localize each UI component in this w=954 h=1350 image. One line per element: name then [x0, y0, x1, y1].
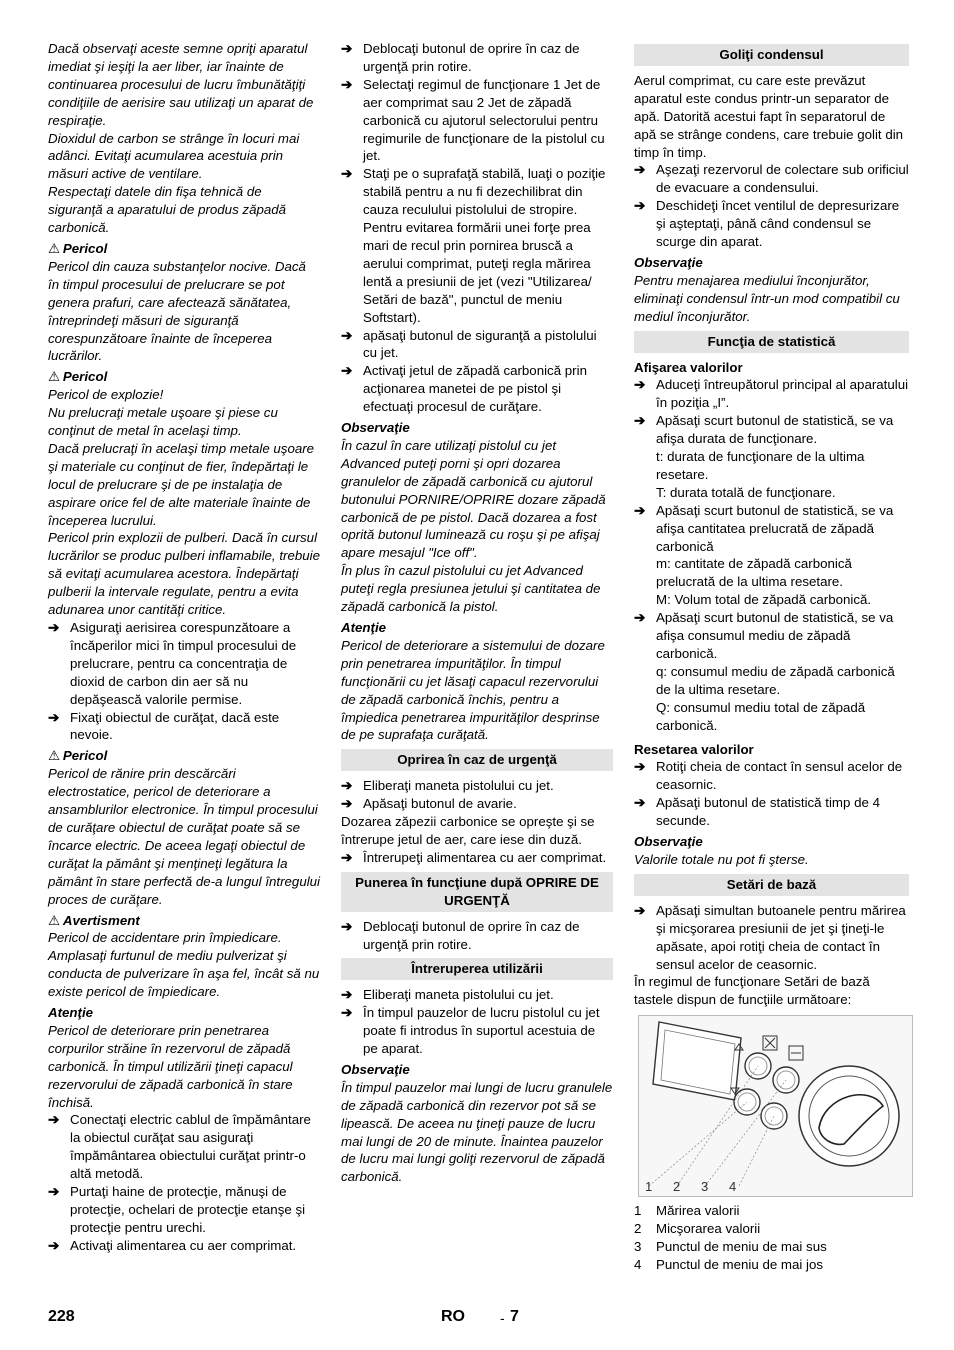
figure-callout-numbers: [645, 1178, 757, 1196]
warning-text: Pericol de rănire prin descărcări electrostatice, pericol de deteriorare a ansamblurilor electronice. În timpul procesului de curăţare obiectul de curăţat poate să se încarce electric. De aceea legaţi obiectul de curăţat la pământ şi menţineţi legătura la pământ în stare perfectă de-a lungul întregului proces de curăţare.: [48, 766, 321, 907]
body-paragraph: În regimul de funcţionare Setări de bază tastele dispun de funcţiile următoare:: [634, 974, 870, 1008]
step-item: ➔ Rotiţi cheia de contact în sensul acelor de ceasornic.: [634, 759, 903, 793]
arrow-icon: ➔: [48, 1112, 60, 1128]
section-heading-emergency-stop: Oprirea în caz de urgenţă: [341, 749, 613, 771]
callout-4: 4: [729, 1179, 737, 1195]
callout-2: 2: [673, 1179, 681, 1195]
control-panel-illustration: [639, 1016, 912, 1196]
arrow-icon: ➔: [634, 162, 646, 178]
step-item: ➔ Aşezaţi rezervorul de colectare sub orificiul de evacuare a condensului.: [634, 162, 909, 196]
step-item: ➔ Apăsaţi scurt butonul de statistică, se va afişa durata de funcţionare.: [634, 413, 894, 447]
arrow-icon: ➔: [48, 620, 60, 635]
note-heading: Observaţie: [341, 1061, 410, 1077]
arrow-icon: ➔: [48, 1184, 60, 1200]
arrow-icon: ➔: [341, 1005, 353, 1021]
step-note: t: durata de funcţionare de la ultima resetare.: [656, 449, 865, 482]
section-heading-condensate: Goliţi condensul: [634, 44, 909, 66]
arrow-icon: ➔: [341, 41, 353, 56]
warning-text: Pericol prin explozii de pulberi. Dacă în cursul lucrărilor se produc pulberi inflamabile, trebuie să evitaţi acumularea acestora. Îndepărtaţi pulberii la intervale regulate, pentru a evita adunarea unor cantităţi critice.: [48, 530, 320, 618]
step-item: ➔ Eliberaţi maneta pistolului cu jet.: [341, 987, 554, 1003]
arrow-icon: ➔: [634, 413, 646, 429]
arrow-icon: ➔: [341, 166, 353, 182]
arrow-icon: ➔: [634, 795, 646, 811]
warning-heading: ⚠ Pericol: [48, 369, 108, 385]
legend-item: 1 Mărirea valorii: [634, 1203, 740, 1219]
step-item: ➔ Apăsaţi simultan butoanele pentru mărirea şi micşorarea presiunii de jet şi ţineţi-le apăsate, apoi rotiţi cheia de contact în sensul acelor de ceasornic.: [634, 902, 906, 972]
arrow-icon: ➔: [634, 759, 646, 775]
step-item: ➔ Asiguraţi aerisirea corespunzătoare a încăperilor mici în timpul procesului de prelucrare, pentru ca concentraţia de dioxid de carbon din aer să nu depăşească valorile permise.: [48, 620, 297, 707]
warning-text: Pericol de explozie!: [48, 387, 164, 403]
section-page-number: 7: [510, 1308, 519, 1325]
attention-text: Pericol de deteriorare prin penetrarea corpurilor străine în rezervorul de zăpadă carbonică. În timpul utilizării ţineţi capacul rezervorului de zăpadă carbonică în stare închisă.: [48, 1022, 293, 1110]
column-3: [634, 40, 909, 1274]
step-item: ➔ Apăsaţi butonul de statistică timp de 4 secunde.: [634, 795, 880, 829]
step-item: ➔ Staţi pe o suprafaţă stabilă, luaţi o poziţie stabilă pentru a nu fi dezechilibrat din cauza reculului pistolului de stropire.: [341, 166, 606, 218]
attention-heading: Atenţie: [341, 620, 387, 635]
step-note: m: cantitate de zăpadă carbonică prelucrată de la ultima resetare.: [656, 556, 852, 590]
column-1: [48, 40, 320, 1255]
step-item: ➔ Fixaţi obiectul de curăţat, dacă este nevoie.: [48, 709, 280, 743]
step-item: ➔ Deschideţi încet ventilul de depresurizare şi aşteptaţi, până când condensul se scurge din aparat.: [634, 198, 900, 250]
warning-text: Nu prelucraţi metale uşoare şi piese cu conţinut de metal în acelaşi timp.: [48, 405, 278, 439]
arrow-icon: ➔: [341, 327, 353, 343]
step-item: ➔ Aduceţi întreupătorul principal al aparatului în poziţia „I”.: [634, 377, 909, 411]
arrow-icon: ➔: [634, 502, 646, 518]
note-text: Pentru menajarea mediului înconjurător, eliminaţi condensul într-un mod compatibil cu mediul înconjurător.: [634, 272, 900, 324]
step-item: ➔ apăsaţi butonul de siguranţă a pistolului cu jet.: [341, 327, 597, 361]
note-heading: Observaţie: [634, 834, 703, 850]
callout-1: 1: [645, 1179, 653, 1195]
arrow-icon: ➔: [341, 363, 353, 379]
arrow-icon: ➔: [341, 918, 353, 934]
step-item: ➔ Purtaţi haine de protecţie, mănuşi de protecţie, ochelari de protecţie etanşe şi protecţie pentru urechi.: [48, 1184, 306, 1235]
step-item: ➔ Activaţi jetul de zăpadă carbonică prin acţionarea manetei de pe pistol şi efectuaţi procesul de curăţare.: [341, 363, 587, 415]
arrow-icon: ➔: [341, 778, 353, 794]
legend-item: 4 Punctul de meniu de mai jos: [634, 1256, 824, 1272]
arrow-icon: ➔: [634, 377, 646, 393]
callout-3: 3: [701, 1179, 709, 1195]
step-item: ➔ Deblocaţi butonul de oprire în caz de urgenţă prin rotire.: [341, 918, 580, 952]
legend-item: 3 Punctul de meniu de mai sus: [634, 1239, 827, 1255]
subheading-reset-values: Resetarea valorilor: [634, 741, 754, 757]
warning-triangle-icon: ⚠: [48, 748, 60, 764]
legend-item: 2 Micşorarea valorii: [634, 1221, 761, 1237]
step-item: ➔ Apăsaţi butonul de avarie.: [341, 796, 517, 812]
section-heading-basic-settings: Setări de bază: [634, 874, 909, 896]
body-paragraph: Aerul comprimat, cu care este prevăzut aparatul este condus printr-un separator de apă. Datorită acestui fapt în separatorul de apă se strânge condens, care trebuie golit din timp în timp.: [634, 72, 904, 160]
warning-text: Pericol din cauza substanţelor nocive. Dacă în timpul procesului de prelucrare se pot genera prafuri, care afectează sănătatea, întreprindeţi măsuri de siguranţă corespunzătoare înainte de începerea lucrărilor.: [48, 258, 306, 364]
warning-text: Pericol de accidentare prin împiedicare. Amplasaţi furtunul de mediu pulverizat şi conducta de pulverizare în aşa fel, încât să nu existe pericol de împiedicare.: [48, 930, 320, 1000]
step-item: ➔ Eliberaţi maneta pistolului cu jet.: [341, 778, 554, 794]
note-text: În timpul pauzelor mai lungi de lucru granulele de zăpadă carbonică din rezervor pot să se lipească. De aceea nu ţineţi pauze de lucru mai lungi de 20 de minute. Înaintea pauzelor de lucru mai lungi goliţi rezervorul de zăpadă carbonică.: [341, 1079, 613, 1185]
step-item: ➔ Selectaţi regimul de funcţionare 1 Jet de aer comprimat sau 2 Jet de zăpadă carbonică cu ajutorul selectorului pentru regimurile de funcţionare de la pistolul cu jet.: [341, 76, 605, 164]
step-note: M: Volum total de zăpadă carbonică.: [656, 592, 872, 608]
warning-text: Dacă prelucraţi în acelaşi timp metale uşoare şi materiale cu conţinut de fier, îndepărtaţi le locul de prelucrare şi de pe instalaţia de aspirare orice fel de alte materiale înainte de începerea lucrului.: [48, 440, 315, 528]
note-heading: Observaţie: [634, 254, 703, 270]
warning-triangle-icon: ⚠: [48, 912, 60, 928]
section-heading-statistics: Funcţia de statistică: [634, 331, 909, 353]
warning-triangle-icon: ⚠: [48, 369, 60, 385]
step-item: ➔ Apăsaţi scurt butonul de statistică, se va afişa consumul mediu de zăpadă carbonică.: [634, 610, 894, 661]
arrow-icon: ➔: [341, 796, 353, 812]
arrow-icon: ➔: [48, 709, 60, 725]
page-number: 228: [48, 1308, 75, 1325]
body-paragraph: Dozarea zăpezii carbonice se opreşte şi se întrerupe jetul de aer, care iese din duză.: [341, 814, 595, 847]
warning-heading: ⚠ Pericol: [48, 240, 108, 256]
subheading-display-values: Afişarea valorilor: [634, 359, 743, 375]
intro-paragraph: Dacă observaţi aceste semne opriţi aparatul imediat şi ieşiţi la aer liber, iar înainte de continuarea procesului de lucru îmbunătăţiţi condiţiile de aerisire sau utilizaţi un aparat de respiraţie.: [48, 41, 314, 128]
arrow-icon: ➔: [341, 849, 353, 865]
arrow-icon: ➔: [48, 1237, 60, 1253]
language-code: RO: [441, 1308, 465, 1325]
step-item: ➔ Deblocaţi butonul de oprire în caz de urgenţă prin rotire.: [341, 41, 580, 74]
note-text: În plus în cazul pistolului cu jet Advanced puteţi regla presiunea jetului şi cantitatea de zăpadă carbonică la pistol.: [341, 563, 601, 615]
arrow-icon: ➔: [341, 76, 353, 92]
intro-paragraph: Respectaţi datele din fişa tehnică de siguranţă a aparatului de produs zăpadă carbonică.: [48, 184, 287, 236]
step-item: ➔ Întrerupeţi alimentarea cu aer comprimat.: [341, 849, 607, 865]
warning-triangle-icon: ⚠: [48, 240, 60, 256]
intro-paragraph: Dioxidul de carbon se strânge în locuri mai adânci. Evitaţi acumularea acestuia prin măsuri active de ventilare.: [48, 130, 300, 182]
footer-separator: -: [500, 1310, 505, 1326]
step-note: q: consumul mediu de zăpadă carbonică de la ultima resetare.: [656, 663, 895, 697]
attention-text: Pericol de deteriorare a sistemului de dozare prin penetrarea impurităţilor. În timpul funcţionării cu jet lăsaţi capacul rezervorului de zăpadă carbonică închis, pentru a împiedica penetrarea impurităţilor desprinse de pe suprafaţa curăţată.: [341, 637, 605, 743]
section-heading-interruption: Întreruperea utilizării: [341, 958, 613, 980]
step-item: ➔ Apăsaţi scurt butonul de statistică, se va afişa cantitatea prelucrată de zăpadă carbonică: [634, 502, 894, 554]
note-text: În cazul în care utilizaţi pistolul cu jet Advanced puteţi porni şi opri dozarea granulelor de zăpadă carbonică cu ajutorul butonului PORNIRE/OPRIRE dozare zăpadă carbonică de pe pistol. Dacă dozarea a fost oprită butonul luminează cu roşu şi pe afişaj apare mesajul "Ice off".: [341, 437, 606, 561]
step-item: ➔ Conectaţi electric cablul de împământare la obiectul curăţat sau asiguraţi împământarea obiectului curăţat printr-o altă metodă.: [48, 1112, 311, 1182]
note-text: Valorile totale nu pot fi şterse.: [634, 851, 809, 867]
step-item: ➔ În timpul pauzelor de lucru pistolul cu jet poate fi introdus în suportul acestuia de pe aparat.: [341, 1005, 600, 1057]
column-2: [341, 40, 613, 1186]
step-note: T: durata totală de funcţionare.: [656, 484, 836, 500]
warning-heading: ⚠ Pericol: [48, 748, 108, 764]
arrow-icon: ➔: [634, 198, 646, 214]
attention-heading: Atenţie: [48, 1005, 94, 1021]
step-note: Pentru evitarea formării unei forţe prea mari de recul prin pornirea bruscă a aerului comprimat, puteţi regla mărirea lentă a presiunii de jet (vezi "Utilizarea/ Setări de bază", punctul de meniu Softstart).: [363, 220, 592, 325]
note-heading: Observaţie: [341, 420, 410, 436]
arrow-icon: ➔: [341, 987, 353, 1003]
section-heading-restart: Punerea în funcţiune după OPRIRE DE URGENŢĂ: [341, 872, 613, 912]
warning-heading: ⚠ Avertisment: [48, 912, 140, 928]
step-note: Q: consumul mediu total de zăpadă carbonică.: [656, 699, 866, 733]
arrow-icon: ➔: [634, 902, 646, 918]
step-item: ➔ Activaţi alimentarea cu aer comprimat.: [48, 1237, 297, 1253]
control-panel-figure: [638, 1015, 913, 1197]
arrow-icon: ➔: [634, 610, 646, 626]
